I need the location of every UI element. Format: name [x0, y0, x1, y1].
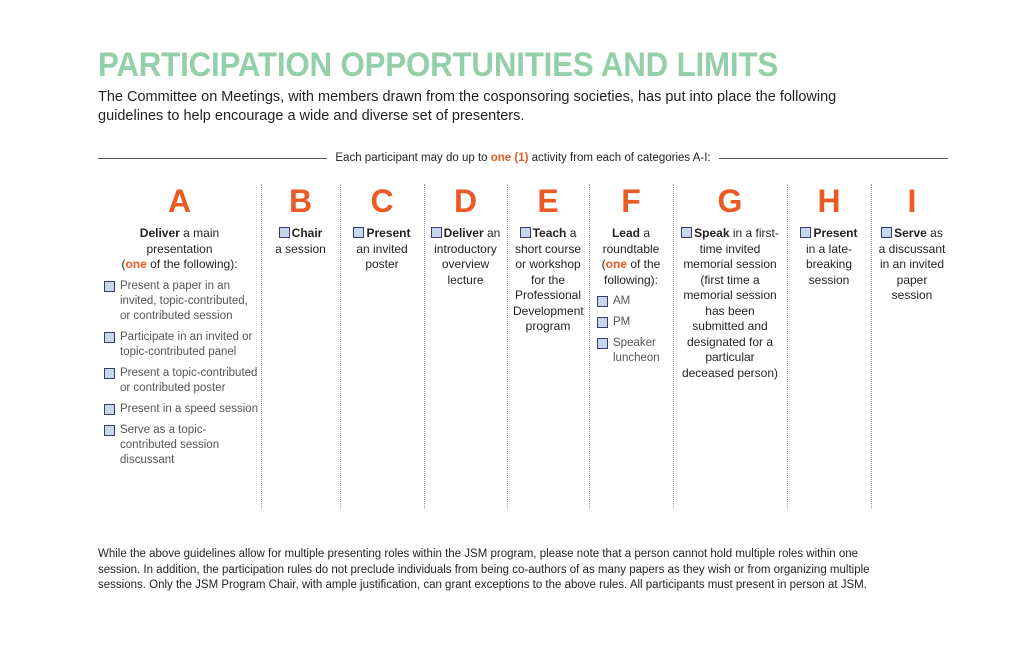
category-d-verb: Deliver — [443, 226, 484, 240]
category-a-description — [98, 226, 261, 273]
category-f-description — [589, 226, 673, 288]
option-item[interactable] — [104, 330, 259, 360]
rule-text-before: Each participant may do up to — [335, 152, 488, 164]
category-b-rest: a session — [275, 241, 326, 256]
category-e-verb: Teach — [532, 226, 567, 240]
option-item[interactable] — [597, 294, 673, 309]
category-letter-i: I — [907, 183, 917, 219]
category-b — [261, 184, 341, 508]
category-f — [589, 184, 674, 508]
checkbox[interactable] — [104, 404, 115, 415]
category-b-description — [261, 226, 340, 257]
category-letter-g: G — [717, 183, 743, 219]
option-label: Present a paper in an invited, topic-contributed, or contributed session — [120, 279, 248, 322]
checkbox[interactable] — [104, 281, 115, 292]
category-h-description — [787, 226, 871, 288]
rule-line-right — [719, 158, 948, 159]
category-letter-h: H — [817, 183, 841, 219]
category-f-verb: Lead — [611, 226, 640, 240]
checkbox[interactable] — [597, 317, 608, 328]
category-h-verb: Present — [813, 226, 858, 240]
option-label: Speaker luncheon — [613, 337, 660, 364]
category-letter-b: B — [288, 183, 313, 219]
category-c — [340, 184, 425, 508]
category-f-paren-open: ( — [601, 257, 606, 271]
category-c-rest: an invited poster — [356, 241, 408, 271]
category-g-rest: in a first-time invited memorial session (first time a memorial session has been submitted and designated for a particular deceased person) — [681, 226, 779, 380]
category-c-description — [340, 226, 424, 273]
option-label: AM — [613, 295, 631, 307]
category-i-verb: Serve — [894, 226, 927, 240]
category-g — [673, 184, 788, 508]
category-a-options — [98, 279, 261, 468]
category-h — [787, 184, 872, 508]
category-f-options — [589, 294, 673, 366]
checkbox[interactable] — [800, 227, 811, 238]
page-title: PARTICIPATION OPPORTUNITIES AND LIMITS — [98, 46, 779, 84]
option-item[interactable] — [104, 366, 259, 396]
category-f-paren-rest: of the following): — [603, 257, 661, 287]
option-label: Participate in an invited or topic-contributed panel — [120, 330, 253, 358]
category-a-paren-rest: of the following): — [150, 257, 238, 271]
category-d-description — [424, 226, 507, 288]
category-f-rest: a roundtable — [602, 226, 660, 256]
checkbox[interactable] — [520, 227, 531, 238]
category-letter-c: C — [370, 183, 394, 219]
category-e-description — [507, 226, 589, 335]
rule-line-left — [98, 158, 327, 159]
option-item[interactable] — [104, 279, 259, 324]
option-item[interactable] — [104, 402, 259, 417]
category-i — [871, 184, 953, 508]
category-a-verb: Deliver — [139, 226, 180, 240]
category-g-verb: Speak — [694, 226, 730, 240]
category-letter-d: D — [453, 183, 478, 219]
category-a — [98, 184, 262, 508]
categories-rule-text — [327, 152, 718, 164]
category-e — [507, 184, 590, 508]
checkbox[interactable] — [881, 227, 892, 238]
checkbox[interactable] — [104, 368, 115, 379]
category-letter-f: F — [621, 183, 641, 219]
option-label: Present a topic-contributed or contributed poster — [120, 366, 258, 394]
checkbox[interactable] — [597, 296, 608, 307]
checkbox[interactable] — [431, 227, 442, 238]
rule-text-after: activity from each of categories A-I: — [531, 152, 711, 164]
category-i-rest: as a discussant in an invited paper session — [878, 226, 946, 302]
category-a-paren-open: ( — [121, 257, 126, 271]
checkbox[interactable] — [104, 332, 115, 343]
option-label: Serve as a topic-contributed session discussant — [120, 423, 220, 466]
categories-rule — [98, 150, 948, 166]
category-letter-e: E — [537, 183, 559, 219]
category-h-rest: in a late-breaking session — [805, 241, 853, 287]
checkbox[interactable] — [353, 227, 364, 238]
category-d — [424, 184, 508, 508]
category-e-rest: a short course or workshop for the Professional Development program — [513, 226, 584, 333]
option-label: Present in a speed session — [120, 402, 259, 415]
category-a-paren-highlight: one — [125, 257, 147, 271]
checkbox[interactable] — [597, 338, 608, 349]
option-item[interactable] — [104, 423, 259, 468]
intro-paragraph: The Committee on Meetings, with members drawn from the cosponsoring societies, has put into place the following guidelines to help encourage a wide and diverse set of presenters. — [98, 89, 837, 124]
option-item[interactable] — [597, 315, 673, 330]
option-item[interactable] — [597, 336, 673, 366]
option-label: PM — [613, 316, 631, 328]
checkbox[interactable] — [681, 227, 692, 238]
category-c-verb: Present — [366, 226, 411, 240]
category-b-verb: Chair — [291, 226, 323, 240]
category-letter-a: A — [167, 183, 192, 219]
checkbox[interactable] — [279, 227, 290, 238]
category-g-description — [673, 226, 787, 381]
checkbox[interactable] — [104, 425, 115, 436]
category-i-description — [871, 226, 953, 304]
category-f-paren-highlight: one — [605, 257, 627, 271]
rule-text-highlight: one (1) — [490, 152, 529, 164]
category-a-rest: a main presentation — [146, 226, 220, 256]
category-columns — [98, 184, 954, 508]
footer-note: While the above guidelines allow for multiple presenting roles within the JSM program, please note that a person cannot hold multiple roles within one session. In addition, the participation rules do not preclude individuals from being co-authors of as many papers as they wish or from organizing multiple sessions. Only the JSM Program Chair, with ample justification, can grant exceptions to the above rules. All participants must present in person at JSM. — [98, 548, 870, 591]
category-d-rest: an introductory overview lecture — [434, 226, 501, 287]
